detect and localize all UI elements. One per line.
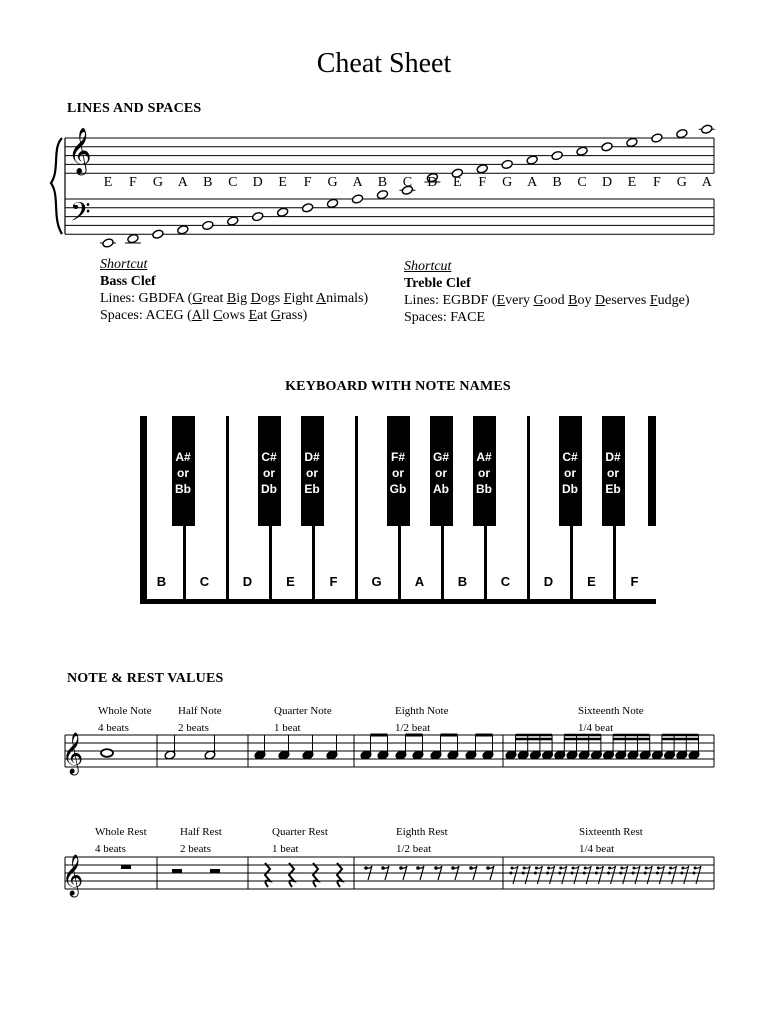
note-letter: A — [352, 175, 363, 190]
sixteenth-rest-icon — [534, 872, 537, 875]
white-key-label: E — [587, 574, 596, 589]
white-key-label: G — [371, 574, 382, 589]
note-beats-label: 4 beats — [98, 722, 129, 734]
mnemonic-word: Cows — [213, 308, 246, 323]
mnemonic-word: Every — [496, 293, 531, 308]
note-letter: B — [377, 175, 388, 190]
note-letter: F — [129, 175, 137, 190]
note-letter: G — [502, 175, 513, 190]
sixteenth-rest-icon — [668, 872, 671, 875]
rest-beats-label: 4 beats — [95, 843, 126, 855]
quarter-rest-icon — [313, 863, 318, 887]
bass-shortcut-title: Shortcut — [100, 257, 148, 272]
note-letter: F — [303, 175, 312, 190]
white-key-label: B — [457, 574, 468, 589]
black-key-label: G# or Ab — [432, 450, 449, 496]
sixteenth-rest-icon — [546, 872, 549, 875]
rest-name-label: Eighth Rest — [396, 826, 448, 838]
mnemonic-word: Great — [192, 291, 224, 306]
half-rest-icon — [172, 869, 182, 873]
rest-name-label: Quarter Rest — [272, 826, 328, 838]
note-letter: C — [402, 175, 413, 190]
half-rest-icon — [210, 869, 220, 873]
page-title: Cheat Sheet — [316, 48, 452, 79]
white-key-label: F — [329, 574, 338, 589]
mnemonic-word: Dogs — [250, 291, 281, 306]
black-key-label: D# or Eb — [605, 450, 621, 496]
note-letter: C — [228, 175, 238, 190]
white-key-label: D — [242, 574, 253, 589]
mnemonic-word: Boy — [568, 293, 592, 308]
note-letter: B — [203, 175, 213, 190]
bass-clef-label: Bass Clef — [100, 274, 156, 289]
bass-lines-mnemonic: Lines: GBDFA (Great Big Dogs Fight Animals) — [100, 291, 369, 306]
sixteenth-rest-icon — [656, 872, 659, 875]
note-letter: D — [427, 175, 438, 190]
white-key-label: C — [199, 574, 210, 589]
whole-note-icon — [101, 749, 113, 757]
rest-name-label: Whole Rest — [95, 826, 147, 838]
note-name-label: Eighth Note — [395, 705, 449, 717]
sixteenth-rest-icon — [619, 872, 622, 875]
keyboard-heading: KEYBOARD WITH NOTE NAMES — [285, 379, 511, 394]
sixteenth-rest-icon — [595, 872, 598, 875]
sixteenth-rest-icon — [558, 872, 561, 875]
treble-clef-icon: 𝄞 — [62, 733, 84, 774]
note-beats-label: 1/2 beat — [395, 722, 431, 734]
mnemonic-word: Good — [533, 293, 565, 308]
black-key-label: F# or Gb — [389, 450, 407, 496]
whole-rest-icon — [121, 865, 131, 869]
rest-beats-label: 2 beats — [180, 843, 211, 855]
sixteenth-rest-icon — [632, 872, 635, 875]
rest-beats-label: 1/2 beat — [396, 843, 432, 855]
mnemonic-word: Deserves — [594, 293, 647, 308]
note-letter: A — [527, 175, 538, 190]
sixteenth-rest-icon — [510, 872, 513, 875]
note-beats-label: 2 beats — [178, 722, 209, 734]
note-letter: D — [601, 175, 613, 190]
note-letter: C — [577, 175, 587, 190]
note-letter: G — [327, 175, 338, 190]
rest-name-label: Half Rest — [180, 826, 222, 838]
black-key-label: A# or Bb — [476, 450, 492, 496]
note-letter: F — [478, 175, 487, 190]
lines-spaces-heading: LINES AND SPACES — [67, 101, 202, 116]
white-key-label: A — [414, 574, 425, 589]
note-letter: B — [552, 175, 562, 190]
quarter-rest-icon — [265, 863, 270, 887]
sixteenth-rest-icon — [680, 872, 683, 875]
note-letter: G — [152, 175, 163, 190]
sixteenth-rest-icon — [607, 872, 610, 875]
note-letter: E — [453, 175, 462, 190]
sixteenth-rest-icon — [693, 872, 696, 875]
note-name-label: Whole Note — [98, 705, 152, 717]
black-key-label: C# or Db — [261, 450, 277, 496]
note-name-label: Half Note — [178, 705, 222, 717]
bass-clef-icon: 𝄢 — [70, 196, 91, 234]
treble-spaces-mnemonic: Spaces: FACE — [404, 310, 486, 325]
note-beats-label: 1/4 beat — [578, 722, 614, 734]
white-key-label: B — [156, 574, 167, 589]
treble-shortcut-title: Shortcut — [404, 259, 452, 274]
black-key-label: D# or Eb — [304, 450, 320, 496]
sixteenth-rest-icon — [644, 872, 647, 875]
treble-clef-icon: 𝄞 — [68, 128, 92, 174]
black-key-label: C# or Db — [562, 450, 578, 496]
note-rest-heading: NOTE & REST VALUES — [67, 671, 224, 686]
mnemonic-word: Eat — [248, 308, 268, 323]
white-key-label: F — [630, 574, 639, 589]
bass-spaces-mnemonic: Spaces: ACEG (All Cows Eat Grass) — [100, 308, 308, 323]
note-letter: E — [103, 175, 113, 190]
mnemonic-word: Fudge — [649, 293, 685, 308]
note-letter: A — [701, 175, 712, 190]
note-letter: E — [278, 175, 287, 190]
note-letter: A — [177, 175, 188, 190]
black-key-label: A# or Bb — [175, 450, 191, 496]
sixteenth-rest-icon — [583, 872, 586, 875]
mnemonic-word: Animals — [316, 291, 364, 306]
quarter-rest-icon — [289, 863, 294, 887]
mnemonic-word: Fight — [283, 291, 314, 306]
note-name-label: Quarter Note — [274, 705, 332, 717]
note-letter: D — [252, 175, 263, 190]
mnemonic-word: Big — [226, 291, 248, 306]
white-key-label: E — [286, 574, 295, 589]
note-name-label: Sixteenth Note — [578, 705, 644, 717]
rest-beats-label: 1 beat — [272, 843, 299, 855]
sixteenth-rest-icon — [522, 872, 525, 875]
treble-lines-mnemonic: Lines: EGBDF (Every Good Boy Deserves Fudge) — [404, 293, 690, 308]
treble-clef-icon: 𝄞 — [62, 855, 84, 896]
note-letter: G — [676, 175, 687, 190]
note-beats-label: 1 beat — [274, 722, 301, 734]
note-letter: F — [652, 175, 661, 190]
quarter-rest-icon — [337, 863, 342, 887]
rest-name-label: Sixteenth Rest — [579, 826, 643, 838]
note-letter: E — [627, 175, 637, 190]
mnemonic-word: Grass — [270, 308, 303, 323]
mnemonic-word: All — [191, 308, 210, 323]
white-key-label: C — [500, 574, 511, 589]
rest-beats-label: 1/4 beat — [579, 843, 615, 855]
sixteenth-rest-icon — [571, 872, 574, 875]
treble-clef-label: Treble Clef — [404, 276, 471, 291]
white-key-label: D — [543, 574, 554, 589]
